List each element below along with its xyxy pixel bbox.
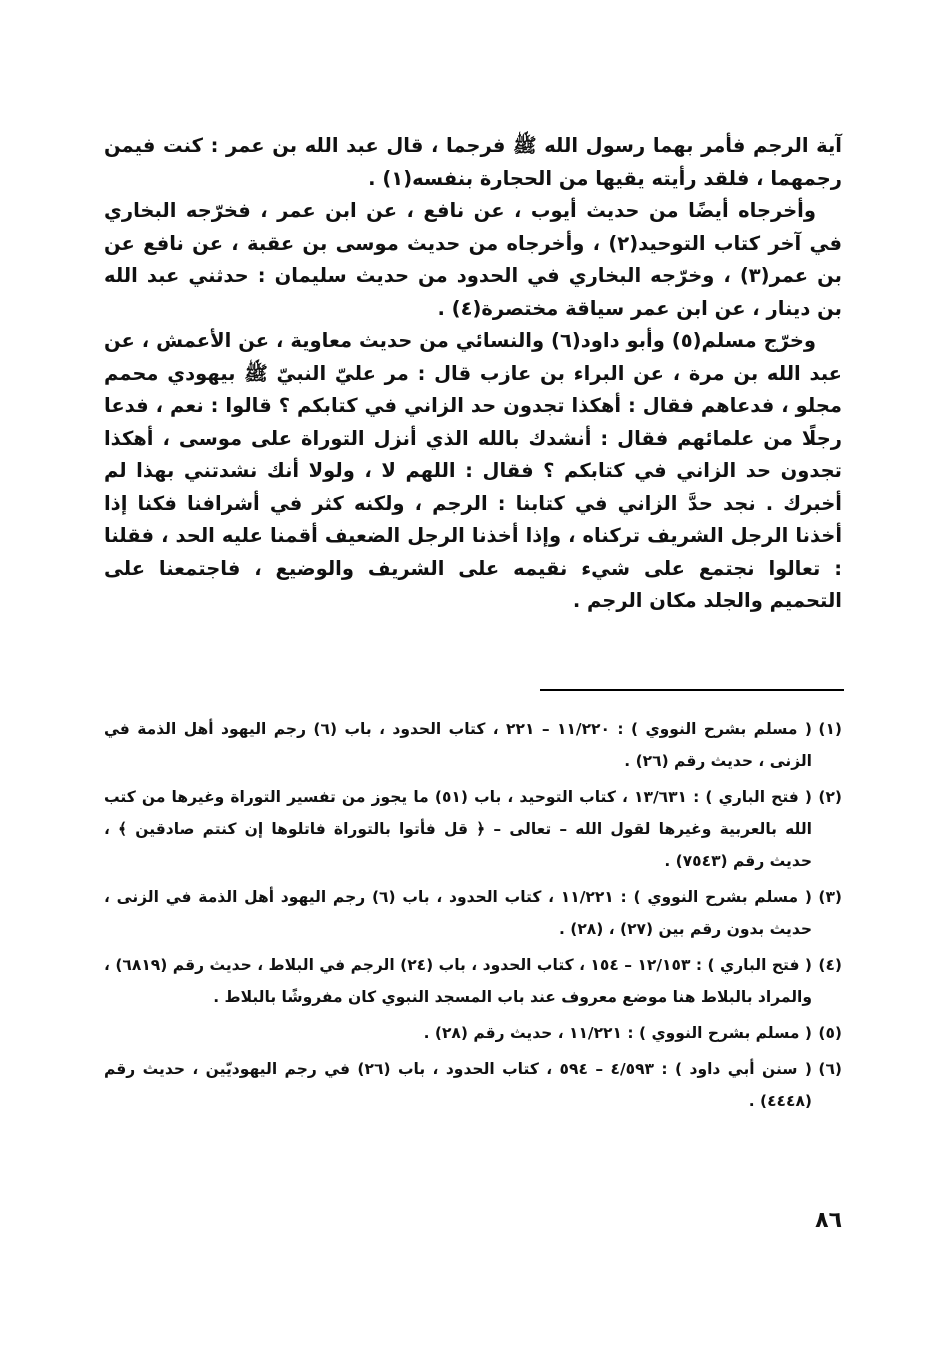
footnote bbox=[104, 1017, 842, 1049]
footnote-text: ( سنن أبي داود ) : ٤/٥٩٣ – ٥٩٤ ، كتاب الحدود ، باب (٢٦) في رجم اليهوديّين ، حديث رقم (٤٤٤٨) . bbox=[104, 1060, 812, 1110]
footnote bbox=[104, 949, 842, 1013]
footnote bbox=[104, 1053, 842, 1117]
footnote-number: (٥) bbox=[818, 1024, 842, 1042]
footnote-separator bbox=[540, 689, 844, 691]
footnote-text: ( فتح الباري ) : ١٢/١٥٣ – ١٥٤ ، كتاب الحدود ، باب (٢٤) الرجم في البلاط ، حديث رقم (٦٨١٩) ، والمراد بالبلاط هنا موضع معروف عند باب المسجد النبوي كان مفروشًا بالبلاط . bbox=[104, 956, 813, 1006]
footnotes bbox=[104, 713, 842, 1121]
main-text bbox=[104, 130, 842, 618]
footnote-number: (٦) bbox=[818, 1060, 842, 1078]
footnote-number: (٣) bbox=[818, 888, 842, 906]
footnote-text: ( فتح الباري ) : ١٣/٦٣١ ، كتاب التوحيد ، باب (٥١) ما يجوز من تفسير التوراة وغيرها من كتب الله بالعربية وغيرها لقول الله – تعالى – ﴿ قل فأتوا بالتوراة فاتلوها إن كنتم صادقين ﴾ ، حديث رقم (٧٥٤٣) . bbox=[104, 788, 813, 870]
footnote-text: ( مسلم بشرح النووي ) : ١١/٢٢١ ، حديث رقم (٢٨) . bbox=[423, 1024, 812, 1042]
footnote bbox=[104, 881, 842, 945]
footnote bbox=[104, 781, 842, 877]
footnote bbox=[104, 713, 842, 777]
paragraph: وأخرجاه أيضًا من حديث أيوب ، عن نافع ، عن ابن عمر ، فخرّجه البخاري في آخر كتاب التوحيد(٢) ، وأخرجاه من حديث موسى بن عقبة ، عن نافع عن بن عمر(٣) ، وخرّجه البخاري في الحدود من حديث سليمان : حدثني عبد الله بن دينار ، عن ابن عمر سياقة مختصرة(٤) . bbox=[104, 199, 842, 320]
footnote-number: (٢) bbox=[818, 788, 842, 806]
footnote-text: ( مسلم بشرح النووي ) : ١١/٢٢٠ – ٢٢١ ، كتاب الحدود ، باب (٦) رجم اليهود أهل الذمة في الزنى ، حديث رقم (٢٦) . bbox=[104, 720, 813, 770]
paragraph: آية الرجم فأمر بهما رسول الله ﷺ فرجما ، قال عبد الله بن عمر : كنت فيمن رجمهما ، فلقد رأيته يقيها من الحجارة بنفسه(١) . bbox=[104, 134, 842, 190]
paragraph: وخرّج مسلم(٥) وأبو داود(٦) والنسائي من حديث معاوية ، عن الأعمش ، عن عبد الله بن مرة ، عن البراء بن عازب قال : مر عليّ النبيّ ﷺ بيهودي محمم مجلو ، فدعاهم فقال : أهكذا تجدون حد الزاني في كتابكم ؟ قالوا : نعم ، فدعا رجلًا من علمائهم فقال : أنشدك بالله الذي أنزل التوراة على موسى ، أهكذا تجدون حد الزاني في كتابكم ؟ فقال : اللهم لا ، ولولا أنك نشدتني بهذا لم أخبرك . نجد حدَّ الزاني في كتابنا : الرجم ، ولكنه كثر في أشرافنا فكنا إذا أخذنا الرجل الشريف تركناه ، وإذا أخذنا الرجل الضعيف أقمنا عليه الحد ، فقلنا : تعالوا نجتمع على شيء نقيمه على الشريف والوضيع ، فاجتمعنا على التحميم والجلد مكان الرجم . bbox=[104, 329, 842, 612]
page-number: ٨٦ bbox=[815, 1208, 842, 1233]
footnote-text: ( مسلم بشرح النووي ) : ١١/٢٢١ ، كتاب الحدود ، باب (٦) رجم اليهود أهل الذمة في الزنى ، حديث بدون رقم بين (٢٧) ، (٢٨) . bbox=[104, 888, 812, 938]
footnote-number: (٤) bbox=[818, 956, 842, 974]
footnote-number: (١) bbox=[818, 720, 842, 738]
